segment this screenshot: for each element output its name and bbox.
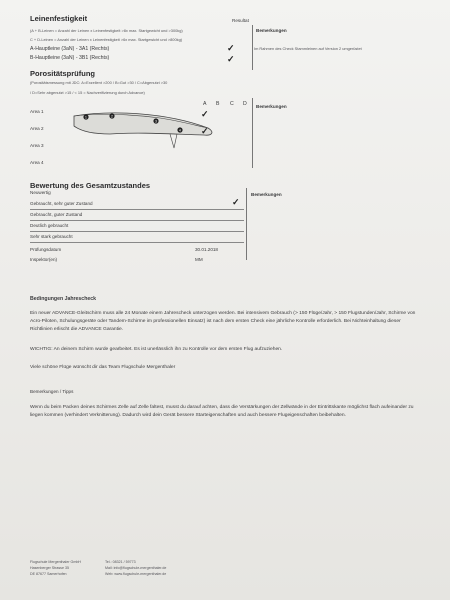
remarks-header-2: Bemerkungen [256,104,287,109]
check-icon: ✓ [232,197,240,207]
closing-wishes: Viele schöne Flüge wünscht dir das Team Flugschule Mergenthaler [30,365,176,370]
remarks-divider [252,25,253,70]
option-heavily-used: Sehr stark gebraucht [30,234,73,239]
column-c: C [230,101,234,107]
divider [30,220,244,221]
remarks-divider [246,188,247,260]
footer-city: DE 87677 Samerhofen [30,572,67,576]
conditions-paragraph: Ein neuer ADVANCE-Gleitschirm muss alle 24 Monate einem Jahrescheck unterzogen werden. Bei intensivem Gebrauch (> 150 Flüge/Jahr, > 150 Flugstunden/Jahr, Schirme von Acro-Piloten, Schulungsgeräte oder Tandem-Schirme im professionellen Einsatz) ist nach dem ersten Check eine jährliche Kontrolle erforderlich. Bei Nichteinhaltung dieser Richtlinien erlischt die ADVANCE Garantie. [30,311,416,332]
footer-website: Web: www.flugschule-mergenthaler.de [105,572,167,576]
area-1-label: Area 1 [30,109,44,114]
option-clearly-used: Deutlich gebraucht [30,223,69,228]
line-ab-description: (A + B-Leinen = Anzahl der Leinen x Leinenfestigkeit >8x max. Startgewicht und >300kg) [30,28,183,33]
footer-street: Hasenberger Strasse 35 [30,566,69,570]
column-d: D [243,101,247,107]
line-cd-description: C + D-Leinen = Anzahl der Leinen x Leinenfestigkeit >6x max. Startgewicht und >800kg) [30,37,183,42]
row-b-main-line: B-Hauptleine (3aN) - 3B1 (Rechts) [30,55,110,61]
footer-email: Mail: info@flugschule-mergenthaler.de [105,566,167,570]
inspector-label: Inspektor(en) [30,257,58,262]
check-icon: ✓ [227,54,235,64]
inspector-value: MM [195,257,203,262]
marker-1: 1 [85,115,87,120]
marker-2: 2 [111,114,113,119]
tips-paragraph: Wenn du beim Packen deines Schirmes Zelle auf Zelle faltest, musst du darauf achten, dass die Verstärkungen der Zellwände in der Eintrittskante möglichst flach aufeinander zu liegen kommen (verhindert Verknitterung). Dadurch wird dein Gerät bessere Starteigenschaften und auch bessere Flugeigenschaften beibehalten. [30,405,414,418]
remarks-header-3: Bemerkungen [251,192,282,197]
option-good: Gebraucht, guter Zustand [30,212,83,217]
check-icon: ✓ [227,43,235,53]
option-very-good: Gebraucht, sehr guter Zustand [30,201,93,206]
divider [30,209,244,210]
inspection-date-value: 30.01.2018 [195,247,218,252]
remarks-divider [252,98,253,168]
tips-title: Bemerkungen / Tipps [30,389,74,394]
inspection-date-label: Prüfungsdatum [30,247,62,252]
footer-company: Flugschule Mergenthaler GmbH [30,560,81,564]
check-icon: ✓ [201,109,209,119]
porosity-subtitle: (Porositätsmessung mit JDC: A=Exzellent >200 / B=Gut >30 / C=Abgenutzt >30 [30,80,168,85]
marker-4: 4 [179,128,181,133]
section-title-overall: Bewertung des Gesamtzustandes [30,181,151,190]
result-header: Resultat [232,18,249,23]
area-3-label: Area 3 [30,143,44,148]
remark-line-strength: Im Rahmen des Check Stammleinen auf Version 2 umgerüstet [254,46,362,51]
option-new: Neuwertig [30,190,51,195]
check-icon: ✓ [201,126,209,136]
divider [30,242,244,243]
area-2-label: Area 2 [30,126,44,131]
conditions-title: Bedingungen Jahrescheck [30,296,97,302]
section-title-porosity: Porositätsprüfung [30,69,95,78]
porosity-subtitle-2: / D=Sehr abgenutzt >15 / < 15 = Nachverifizierung durch Advance) [30,90,145,95]
column-b: B [216,101,220,107]
column-a: A [203,101,207,107]
important-notice: WICHTIG: An deinem Schirm wurde gearbeitet. Es ist unerlässlich ihn zu Kontrolle vor dem ersten Flug aufzuziehen. [30,347,283,352]
row-a-main-line: A-Hauptleine (3aN) - 3A1 (Rechts) [30,46,110,52]
divider [30,231,244,232]
footer-phone: Tel.: 08321 / 59773 [105,560,136,564]
marker-3: 3 [155,119,157,124]
wing-profile-diagram [70,104,220,164]
remarks-header-1: Bemerkungen [256,28,287,33]
section-title-line-strength: Leinenfestigkeit [30,14,88,23]
area-4-label: Area 4 [30,160,44,165]
